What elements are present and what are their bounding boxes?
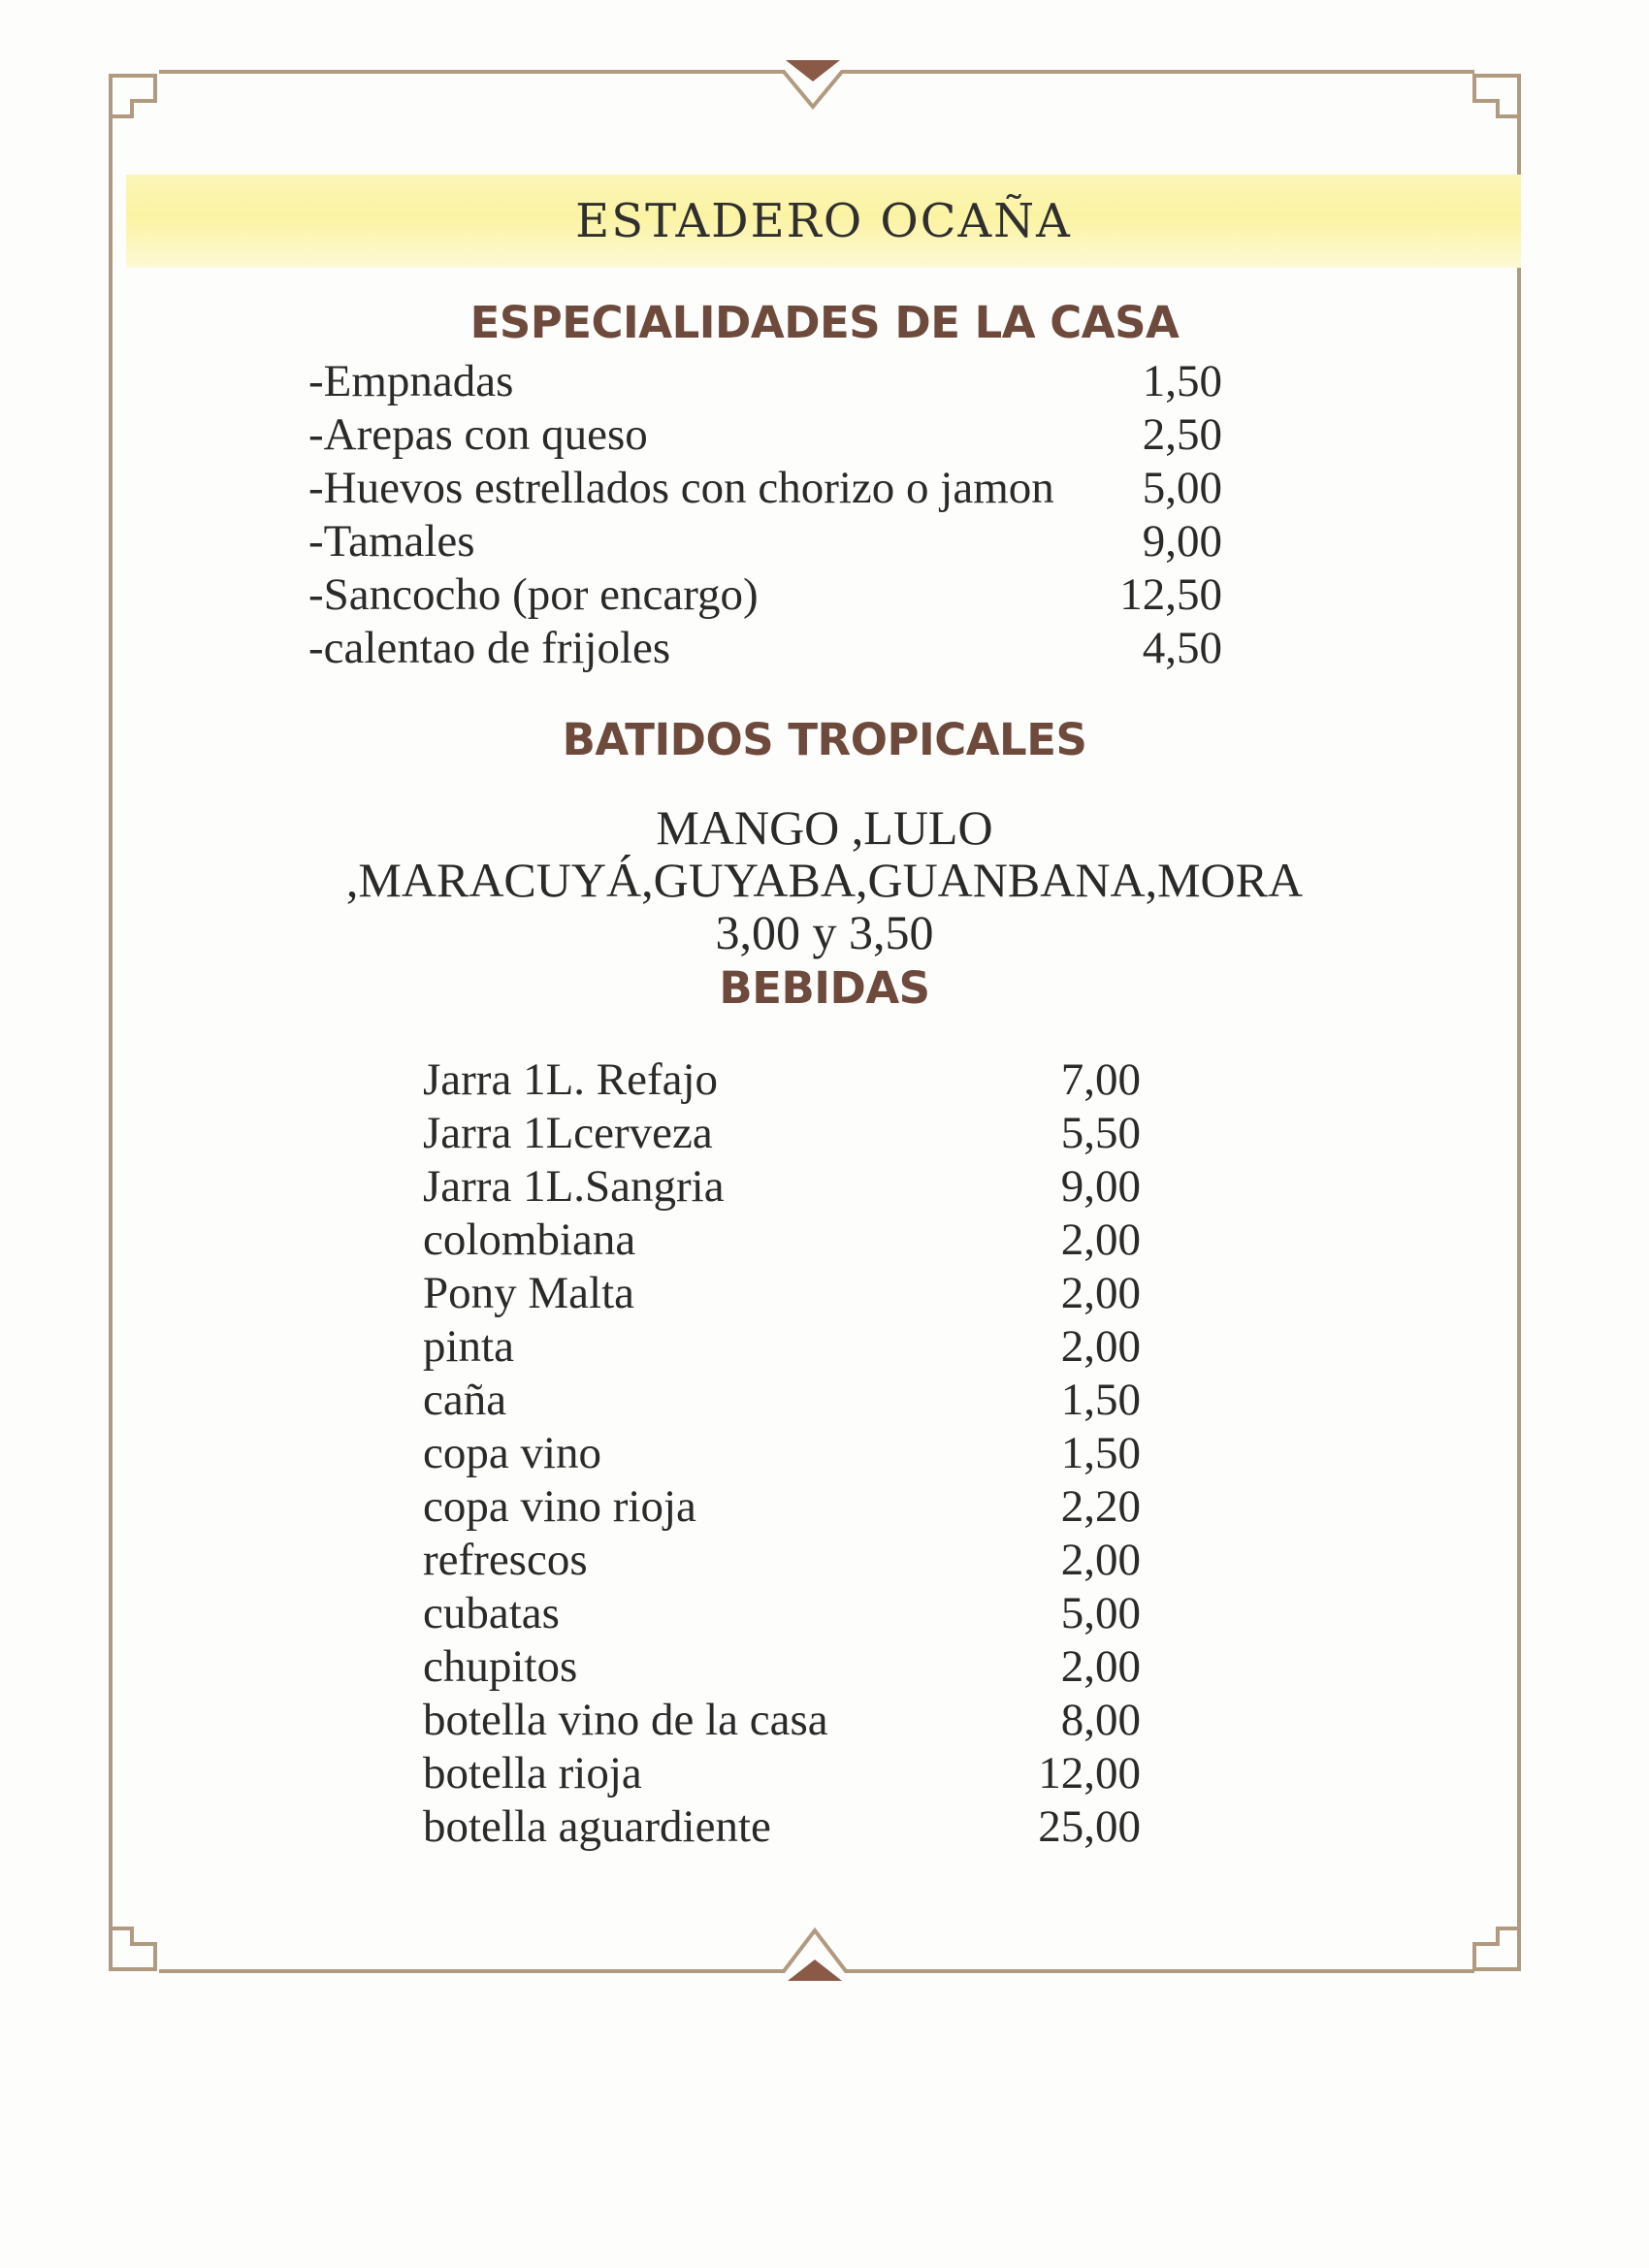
menu-item-price: 9,00	[1142, 516, 1222, 567]
batidos-flavors-line-2: ,MARACUYÁ,GUYABA,GUANBANA,MORA	[345, 853, 1304, 907]
menu-row	[423, 1377, 1141, 1431]
especialidades-heading: ESPECIALIDADES DE LA CASA	[469, 297, 1180, 348]
menu-row	[423, 1801, 1141, 1858]
menu-item-name: botella vino de la casa	[423, 1695, 828, 1745]
menu-item-price: 2,20	[1060, 1481, 1141, 1532]
menu-item-name: Jarra 1L. Refajo	[423, 1054, 719, 1105]
page-title: ESTADERO OCAÑA	[575, 194, 1072, 248]
menu-item-name: -calentao de frijoles	[308, 623, 671, 673]
menu-item-name: chupitos	[423, 1641, 578, 1692]
menu-item-name: Jarra 1L.Sangria	[423, 1161, 725, 1212]
menu-row	[423, 1108, 1141, 1164]
menu-row	[423, 1695, 1141, 1751]
menu-row	[308, 623, 1222, 679]
menu-item-price: 2,00	[1060, 1535, 1141, 1585]
menu-row	[308, 463, 1222, 519]
menu-item-price: 1,50	[1142, 356, 1222, 406]
menu-item-price: 2,00	[1060, 1268, 1141, 1318]
menu-item-name: Pony Malta	[423, 1268, 635, 1318]
menu-row	[423, 1268, 1141, 1324]
menu-row	[423, 1217, 1141, 1271]
menu-item-price: 2,00	[1060, 1641, 1141, 1692]
menu-row	[308, 569, 1222, 626]
menu-row	[423, 1588, 1141, 1644]
menu-item-name: -Huevos estrellados con chorizo o jamon	[308, 463, 1054, 513]
menu-item-price: 9,00	[1060, 1161, 1141, 1212]
menu-item-name: caña	[423, 1375, 507, 1425]
menu-item-name: colombiana	[423, 1215, 636, 1265]
top-triangle-ornament	[786, 60, 840, 81]
menu-item-price: 4,50	[1142, 623, 1222, 673]
menu-item-name: refrescos	[423, 1535, 588, 1585]
menu-item-price: 12,00	[1038, 1748, 1141, 1798]
menu-item-name: copa vino rioja	[423, 1481, 696, 1532]
menu-item-price: 5,50	[1060, 1108, 1141, 1158]
menu-item-price: 1,50	[1060, 1375, 1141, 1425]
menu-item-price: 25,00	[1038, 1801, 1141, 1852]
batidos-heading: BATIDOS TROPICALES	[562, 714, 1087, 765]
menu-item-name: -Sancocho (por encargo)	[308, 569, 759, 620]
menu-row	[423, 1161, 1141, 1217]
menu-row	[308, 409, 1222, 466]
menu-item-name: Jarra 1Lcerveza	[423, 1108, 713, 1158]
menu-item-name: cubatas	[423, 1588, 560, 1638]
menu-item-name: -Empnadas	[308, 356, 514, 406]
batidos-flavors-line-1: MANGO ,LULO	[656, 800, 993, 855]
menu-item-price: 1,50	[1060, 1428, 1141, 1478]
menu-item-price: 2,00	[1060, 1215, 1141, 1265]
menu-item-name: pinta	[423, 1321, 514, 1372]
menu-row	[423, 1748, 1141, 1804]
menu-item-price: 2,00	[1060, 1321, 1141, 1372]
menu-row	[423, 1481, 1141, 1538]
menu-item-price: 5,00	[1142, 463, 1222, 513]
menu-item-price: 5,00	[1060, 1588, 1141, 1638]
menu-row	[423, 1321, 1141, 1377]
batidos-price-line: 3,00 y 3,50	[715, 905, 934, 959]
menu-item-price: 7,00	[1060, 1054, 1141, 1105]
bebidas-heading: BEBIDAS	[719, 962, 930, 1014]
menu-item-name: botella rioja	[423, 1748, 642, 1798]
menu-row	[423, 1641, 1141, 1698]
menu-item-price: 2,50	[1142, 409, 1222, 460]
menu-item-name: -Arepas con queso	[308, 409, 648, 460]
menu-item-price: 8,00	[1060, 1695, 1141, 1745]
menu-row	[423, 1054, 1141, 1111]
menu-row	[423, 1535, 1141, 1591]
menu-item-price: 12,50	[1119, 569, 1222, 620]
menu-item-name: copa vino	[423, 1428, 602, 1478]
menu-row	[308, 516, 1222, 572]
menu-row	[308, 356, 1222, 412]
menu-row	[423, 1428, 1141, 1484]
menu-item-name: botella aguardiente	[423, 1801, 771, 1852]
menu-item-name: -Tamales	[308, 516, 475, 567]
bottom-triangle-ornament	[788, 1960, 842, 1981]
